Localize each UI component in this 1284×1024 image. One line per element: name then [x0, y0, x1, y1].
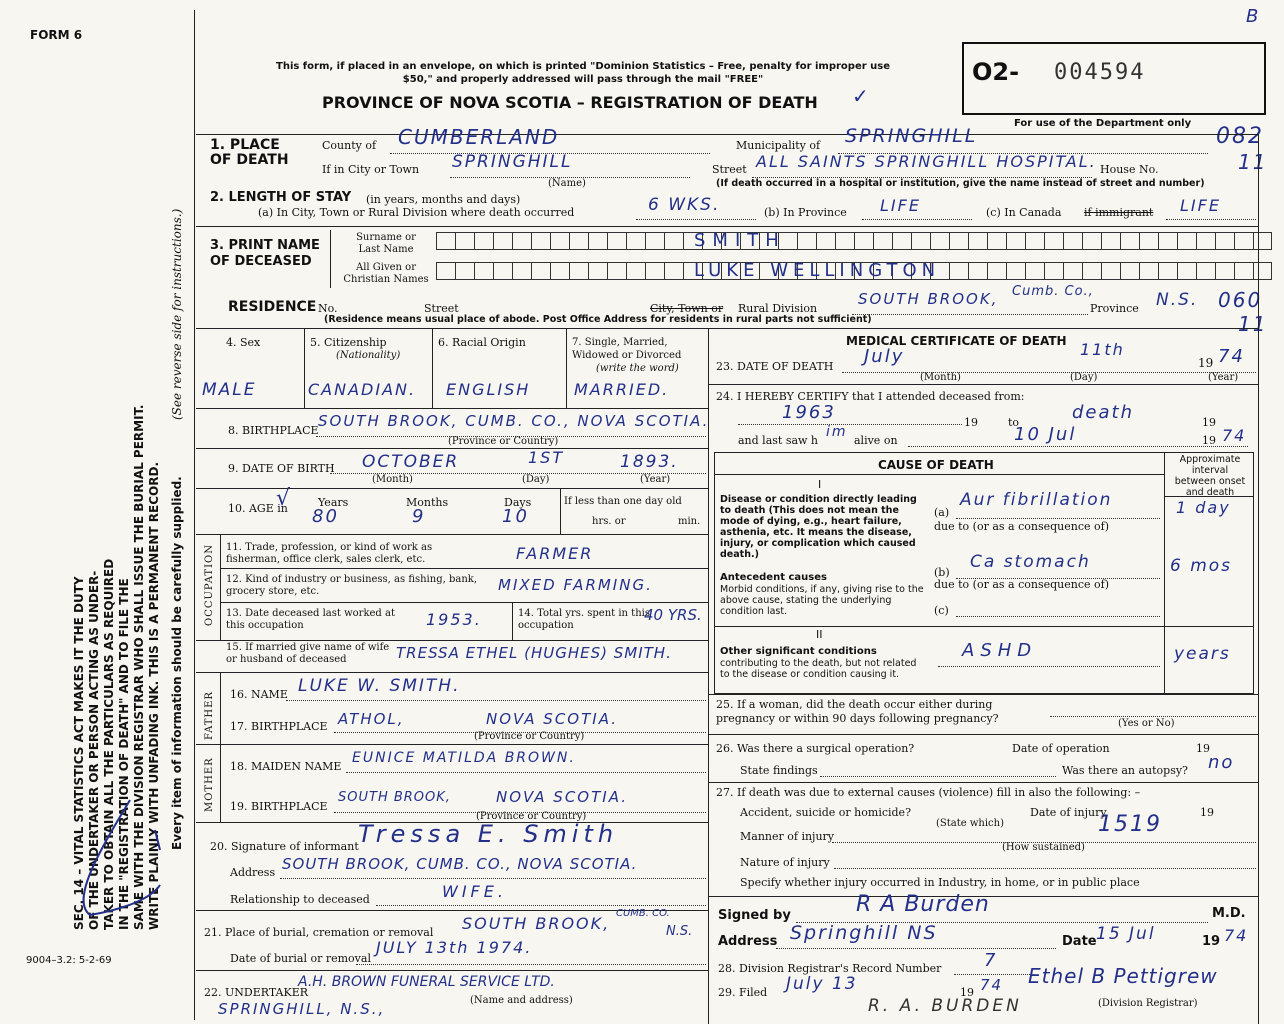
- print-code: 9004–3.2: 5-2-69: [26, 955, 112, 966]
- given-names-value: LUKE WELLINGTON: [694, 260, 941, 281]
- municipality-label: Municipality of: [736, 139, 821, 152]
- physician-address-value: Springhill NS: [790, 922, 938, 944]
- approx-interval-label: Approximate interval between onset and death: [1174, 454, 1246, 498]
- rural-division-label: Rural Division: [738, 302, 818, 315]
- pregnancy-question: 25. If a woman, did the death occur either during pregnancy or within 90 days following pregnancy?: [716, 698, 999, 725]
- dob-month-value: OCTOBER: [362, 452, 460, 472]
- residence-province-value: N.S.: [1156, 290, 1199, 310]
- alive-on-19: 19: [1202, 434, 1216, 447]
- state-findings-label: State findings: [740, 764, 818, 777]
- mother-birthplace-province: NOVA SCOTIA.: [496, 788, 628, 806]
- age-label: 10. AGE in: [228, 502, 288, 515]
- signed-by-label: Signed by: [718, 908, 791, 923]
- informant-signature: Tressa E. Smith: [358, 820, 619, 848]
- undertaker-label: 22. UNDERTAKER: [204, 986, 309, 999]
- title-check-mark: ✓: [852, 84, 871, 108]
- state-which-caption: (State which): [936, 818, 1004, 829]
- mother-maiden-value: EUNICE MATILDA BROWN.: [352, 750, 576, 766]
- father-birthplace-caption: (Province or Country): [474, 731, 585, 742]
- attended-from-19: 19: [964, 416, 978, 429]
- manner-label: Manner of injury: [740, 830, 835, 843]
- father-name-value: LUKE W. SMITH.: [298, 676, 461, 696]
- nationality-label: (Nationality): [336, 350, 401, 361]
- margin-initial-scribble: [60, 790, 180, 930]
- dob-year-value: 1893.: [620, 452, 679, 472]
- province-label: Province: [1090, 302, 1139, 315]
- undertaker-value: A.H. BROWN FUNERAL SERVICE LTD.: [298, 974, 555, 990]
- last-saw-him: im: [826, 424, 848, 440]
- residence-label: RESIDENCE: [228, 299, 317, 315]
- city-town-label: If in City or Town: [322, 163, 420, 176]
- dob-year-caption: (Year): [640, 474, 671, 485]
- interval-b-value: 6 mos: [1170, 556, 1233, 576]
- father-name-label: 16. NAME: [230, 688, 288, 701]
- alive-year-value: 74: [1222, 426, 1247, 445]
- mother-birthplace-label: 19. BIRTHPLACE: [230, 800, 328, 813]
- residence-street-label: Street: [424, 302, 459, 315]
- surgical-question: 26. Was there a surgical operation?: [716, 742, 915, 755]
- surname-value: SMITH: [694, 230, 786, 251]
- birthplace-caption: (Province or Country): [448, 436, 559, 447]
- attended-to-19: 19: [1202, 416, 1216, 429]
- racial-origin-value: ENGLISH: [446, 380, 531, 399]
- name-caption: (Name): [548, 178, 586, 189]
- stay-province-label: (b) In Province: [764, 206, 847, 219]
- father-label: FATHER: [204, 691, 215, 740]
- form-id: FORM 6: [30, 28, 83, 42]
- filed-date-value: July 13: [786, 974, 858, 994]
- death-year-value: 74: [1218, 346, 1245, 367]
- physician-year-value: 74: [1224, 926, 1249, 945]
- spouse-value: TRESSA ETHEL (HUGHES) SMITH.: [396, 644, 672, 662]
- sex-value: MALE: [202, 380, 257, 400]
- manner-code-value: 1519: [1098, 812, 1162, 837]
- total-years-value: 40 YRS.: [644, 606, 702, 624]
- death-year-caption: (Year): [1208, 372, 1239, 383]
- death-month-value: July: [864, 346, 905, 367]
- cause-b-value: Ca stomach: [970, 552, 1091, 572]
- residence-rural-value: SOUTH BROOK,: [858, 290, 999, 308]
- dept-code-residence: 060: [1218, 288, 1263, 312]
- length-units: (in years, months and days): [366, 193, 521, 206]
- accident-label: Accident, suicide or homicide?: [740, 806, 911, 819]
- cause-c-label: (c): [934, 604, 949, 617]
- occupation-label: OCCUPATION: [204, 544, 215, 626]
- vital-statistics-instructions: SEC. 14 – VITAL STATISTICS ACT MAKES IT THE DUTY OF THE UNDERTAKER OR PERSON ACTING AS UNDER- TAKER TO OBTAIN ALL THE PARTICULARS AS REQUIRED IN THE "REGISTRATION OF DEATH" AND TO FILE THE SAME WITH THE DIVISION REGISTRAR WHO SHALL ISSUE THE BURIAL PERMIT. WRITE PLAINLY WITH UNFADING INK. THIS IS A PERMANENT RECORD.: [72, 404, 161, 930]
- burial-date-label: Date of burial or removal: [230, 952, 371, 965]
- if-immigrant-label: if immigrant: [1084, 206, 1154, 219]
- street-label: Street: [712, 163, 747, 176]
- last-saw-label: and last saw h: [738, 434, 819, 447]
- dept-code-residence-2: 11: [1238, 312, 1268, 336]
- dob-month-caption: (Month): [372, 474, 413, 485]
- specify-injury-label: Specify whether injury occurred in Industry, in home, or in public place: [740, 876, 1140, 889]
- medical-cert-title: MEDICAL CERTIFICATE OF DEATH: [846, 334, 1067, 348]
- nature-label: Nature of injury: [740, 856, 830, 869]
- cause-b-label: (b): [934, 566, 950, 579]
- reg-number: 004594: [1054, 60, 1146, 85]
- interval-a-value: 1 day: [1176, 498, 1231, 517]
- certify-label: 24. I HEREBY CERTIFY that I attended deceased from:: [716, 390, 1025, 403]
- physician-date-label: Date: [1062, 934, 1097, 949]
- division-record-label: 28. Division Registrar's Record Number: [718, 962, 942, 975]
- division-registrar-caption: (Division Registrar): [1098, 998, 1198, 1009]
- attended-to-value: death: [1072, 402, 1134, 423]
- reverse-side-note: (See reverse side for instructions.): [170, 208, 184, 420]
- cause-a-label: (a): [934, 506, 950, 519]
- last-worked-label: 13. Date deceased last worked at this occupation: [226, 608, 395, 631]
- length-of-stay-label: 2. LENGTH OF STAY: [210, 190, 352, 205]
- other-condition-value: ASHD: [962, 640, 1038, 661]
- filed-year-value: 74: [980, 976, 1004, 994]
- industry-value: MIXED FARMING.: [498, 576, 653, 594]
- physician-address-label: Address: [718, 934, 778, 949]
- age-years-value: 80: [312, 506, 339, 527]
- to-label: to: [1008, 416, 1020, 429]
- printed-physician-name: R. A. BURDEN: [868, 996, 1022, 1016]
- min-label: min.: [678, 516, 701, 527]
- residence-no-label: No.: [318, 302, 338, 315]
- antecedent-desc: Morbid conditions, if any, giving rise to the above cause, stating the underlying condition last.: [720, 584, 924, 617]
- yes-no-caption: (Yes or No): [1118, 718, 1175, 729]
- place-of-death-label: 1. PLACE OF DEATH: [210, 137, 289, 168]
- cause-a-value: Aur fibrillation: [960, 490, 1113, 510]
- municipality-value: SPRINGHILL: [845, 125, 978, 147]
- antecedent-label: Antecedent causes: [720, 572, 827, 583]
- date-of-death-label: 23. DATE OF DEATH: [716, 360, 834, 373]
- reg-prefix: O2-: [972, 58, 1020, 86]
- residence-county-value: Cumb. Co.,: [1012, 284, 1094, 299]
- cause-of-death-title: CAUSE OF DEATH: [878, 458, 994, 472]
- burial-prov-value: N.S.: [666, 924, 693, 939]
- sex-label: 4. Sex: [226, 336, 261, 349]
- mail-notice: This form, if placed in an envelope, on which is printed "Dominion Statistics – Free, penalty for improper use $50," and properly addressed will pass through the mail "FREE": [276, 61, 890, 85]
- alive-on-label: alive on: [854, 434, 898, 447]
- md-label: M.D.: [1212, 906, 1246, 921]
- dept-code-house: 11: [1238, 150, 1268, 174]
- trade-label: 11. Trade, profession, or kind of work as fisherman, office clerk, sales clerk, etc.: [226, 542, 433, 565]
- dept-code-municipality: 082: [1216, 124, 1264, 149]
- total-years-label: 14. Total yrs. spent in this occupation: [518, 608, 650, 631]
- residence-note: (Residence means usual place of abode. Post Office Address for residents in rural parts not sufficient): [324, 314, 872, 325]
- print-name-label: 3. PRINT NAME OF DECEASED: [210, 238, 320, 269]
- due-to-a-label: due to (or as a consequence of): [934, 520, 1109, 533]
- years-label: Years: [318, 496, 349, 509]
- burial-county-value: CUMB. CO.: [616, 908, 670, 919]
- other-desc: contributing to the death, but not related to the disease or condition causing it.: [720, 658, 917, 680]
- industry-label: 12. Kind of industry or business, as fishing, bank, grocery store, etc.: [226, 574, 477, 597]
- mother-birthplace-caption: (Province or Country): [476, 811, 587, 822]
- surname-grid: [436, 232, 1272, 250]
- county-label: County of: [322, 139, 377, 152]
- citizenship-value: CANADIAN.: [308, 380, 417, 399]
- father-birthplace-town: ATHOL,: [338, 710, 405, 728]
- stay-city-value: 6 WKS.: [648, 195, 721, 215]
- marital-value: MARRIED.: [574, 380, 670, 399]
- burial-place-label: 21. Place of burial, cremation or removal: [204, 926, 434, 939]
- days-label: Days: [504, 496, 532, 509]
- dob-day-caption: (Day): [522, 474, 550, 485]
- age-days-value: 10: [502, 506, 529, 527]
- maiden-name-label: 18. MAIDEN NAME: [230, 760, 342, 773]
- page-title: PROVINCE OF NOVA SCOTIA – REGISTRATION OF DEATH: [322, 93, 818, 112]
- birthplace-value: SOUTH BROOK, CUMB. CO., NOVA SCOTIA.: [318, 412, 710, 430]
- stay-city-label: (a) In City, Town or Rural Division where death occurred: [258, 206, 575, 219]
- mother-label: MOTHER: [204, 757, 215, 812]
- trade-value: FARMER: [516, 544, 594, 563]
- division-record-value: 7: [984, 950, 998, 971]
- stay-canada-value: LIFE: [1180, 196, 1221, 215]
- disease-directly-label: Disease or condition directly leading to death (This does not mean the mode of dying, e.g., heart failure, asthenia, etc. It means the disease, injury, or complication which caused death.): [720, 494, 917, 560]
- physician-19: 19: [1202, 934, 1221, 949]
- stay-canada-label: (c) In Canada: [986, 206, 1062, 219]
- how-sustained-caption: (How sustained): [1002, 842, 1085, 853]
- operation-19: 19: [1196, 742, 1210, 755]
- residence-city-town-label: City, Town or: [650, 302, 724, 315]
- burial-place-value: SOUTH BROOK,: [462, 914, 611, 933]
- filed-label: 29. Filed: [718, 986, 768, 999]
- autopsy-value: no: [1208, 752, 1235, 773]
- relationship-value: WIFE.: [442, 882, 507, 901]
- alive-on-value: 10 Jul: [1014, 424, 1077, 445]
- due-to-b-label: due to (or as a consequence of): [934, 578, 1109, 591]
- burial-date-value: JULY 13th 1974.: [376, 938, 533, 957]
- attended-from-value: 1963: [782, 402, 836, 423]
- registration-number-box: [962, 42, 1266, 115]
- county-value: CUMBERLAND: [398, 125, 560, 149]
- autopsy-label: Was there an autopsy?: [1062, 764, 1188, 777]
- father-birthplace-province: NOVA SCOTIA.: [486, 710, 618, 728]
- age-months-value: 9: [412, 506, 426, 527]
- birthplace-label: 8. BIRTHPLACE: [228, 424, 319, 437]
- informant-signature-label: 20. Signature of informant: [210, 840, 359, 853]
- informant-address-label: Address: [230, 866, 276, 879]
- interval-other-value: years: [1174, 644, 1231, 664]
- less-than-day-label: If less than one day old: [564, 496, 682, 507]
- external-causes-label: 27. If death was due to external causes (violence) fill in also the following: –: [716, 786, 1141, 799]
- careful-supply-note: Every item of information should be carefully supplied.: [170, 476, 184, 850]
- mother-birthplace-town: SOUTH BROOK,: [338, 790, 451, 805]
- citizenship-label: 5. Citizenship: [310, 336, 387, 349]
- given-names-label: All Given or Christian Names: [343, 262, 429, 285]
- death-day-caption: (Day): [1070, 372, 1098, 383]
- racial-origin-label: 6. Racial Origin: [438, 336, 526, 349]
- write-word-label: (write the word): [596, 363, 679, 374]
- injury-19: 19: [1200, 806, 1214, 819]
- hospital-note: (If death occurred in a hospital or institution, give the name instead of street and number): [716, 178, 1205, 189]
- other-significant-label: Other significant conditions: [720, 646, 877, 657]
- physician-date-value: 15 Jul: [1096, 924, 1156, 944]
- death-year-prefix: 19: [1198, 356, 1214, 370]
- death-month-caption: (Month): [920, 372, 961, 383]
- undertaker-town-value: SPRINGHILL, N.S.,: [218, 1000, 386, 1018]
- house-no-label: House No.: [1100, 163, 1159, 176]
- city-town-value: SPRINGHILL: [452, 152, 573, 172]
- physician-signature: R A Burden: [856, 892, 990, 917]
- street-value: ALL SAINTS SPRINGHILL HOSPITAL.: [756, 152, 1097, 171]
- dob-label: 9. DATE OF BIRTH: [228, 462, 335, 475]
- part-2-label: II: [816, 628, 823, 641]
- registrar-signature: Ethel B Pettigrew: [1028, 964, 1218, 988]
- filed-19: 19: [960, 986, 974, 999]
- death-day-value: 11th: [1080, 340, 1125, 359]
- undertaker-caption: (Name and address): [470, 995, 573, 1006]
- stay-province-value: LIFE: [880, 196, 921, 215]
- marital-label: 7. Single, Married, Widowed or Divorced: [572, 337, 682, 361]
- hrs-label: hrs. or: [592, 516, 626, 527]
- spouse-label: 15. If married give name of wife or husband of deceased: [226, 642, 390, 665]
- relationship-label: Relationship to deceased: [230, 893, 370, 906]
- surname-label: Surname or Last Name: [356, 232, 416, 255]
- date-operation-label: Date of operation: [1012, 742, 1110, 755]
- dob-day-value: 1ST: [528, 448, 565, 467]
- informant-address-value: SOUTH BROOK, CUMB. CO., NOVA SCOTIA.: [282, 855, 638, 873]
- part-1-label: I: [818, 478, 822, 491]
- age-checkmark: √: [276, 486, 293, 511]
- dept-use-label: For use of the Department only: [1014, 118, 1192, 129]
- father-birthplace-label: 17. BIRTHPLACE: [230, 720, 328, 733]
- months-label: Months: [406, 496, 449, 509]
- last-worked-value: 1953.: [426, 610, 482, 629]
- date-injury-label: Date of injury: [1030, 806, 1107, 819]
- corner-mark: B: [1246, 6, 1261, 27]
